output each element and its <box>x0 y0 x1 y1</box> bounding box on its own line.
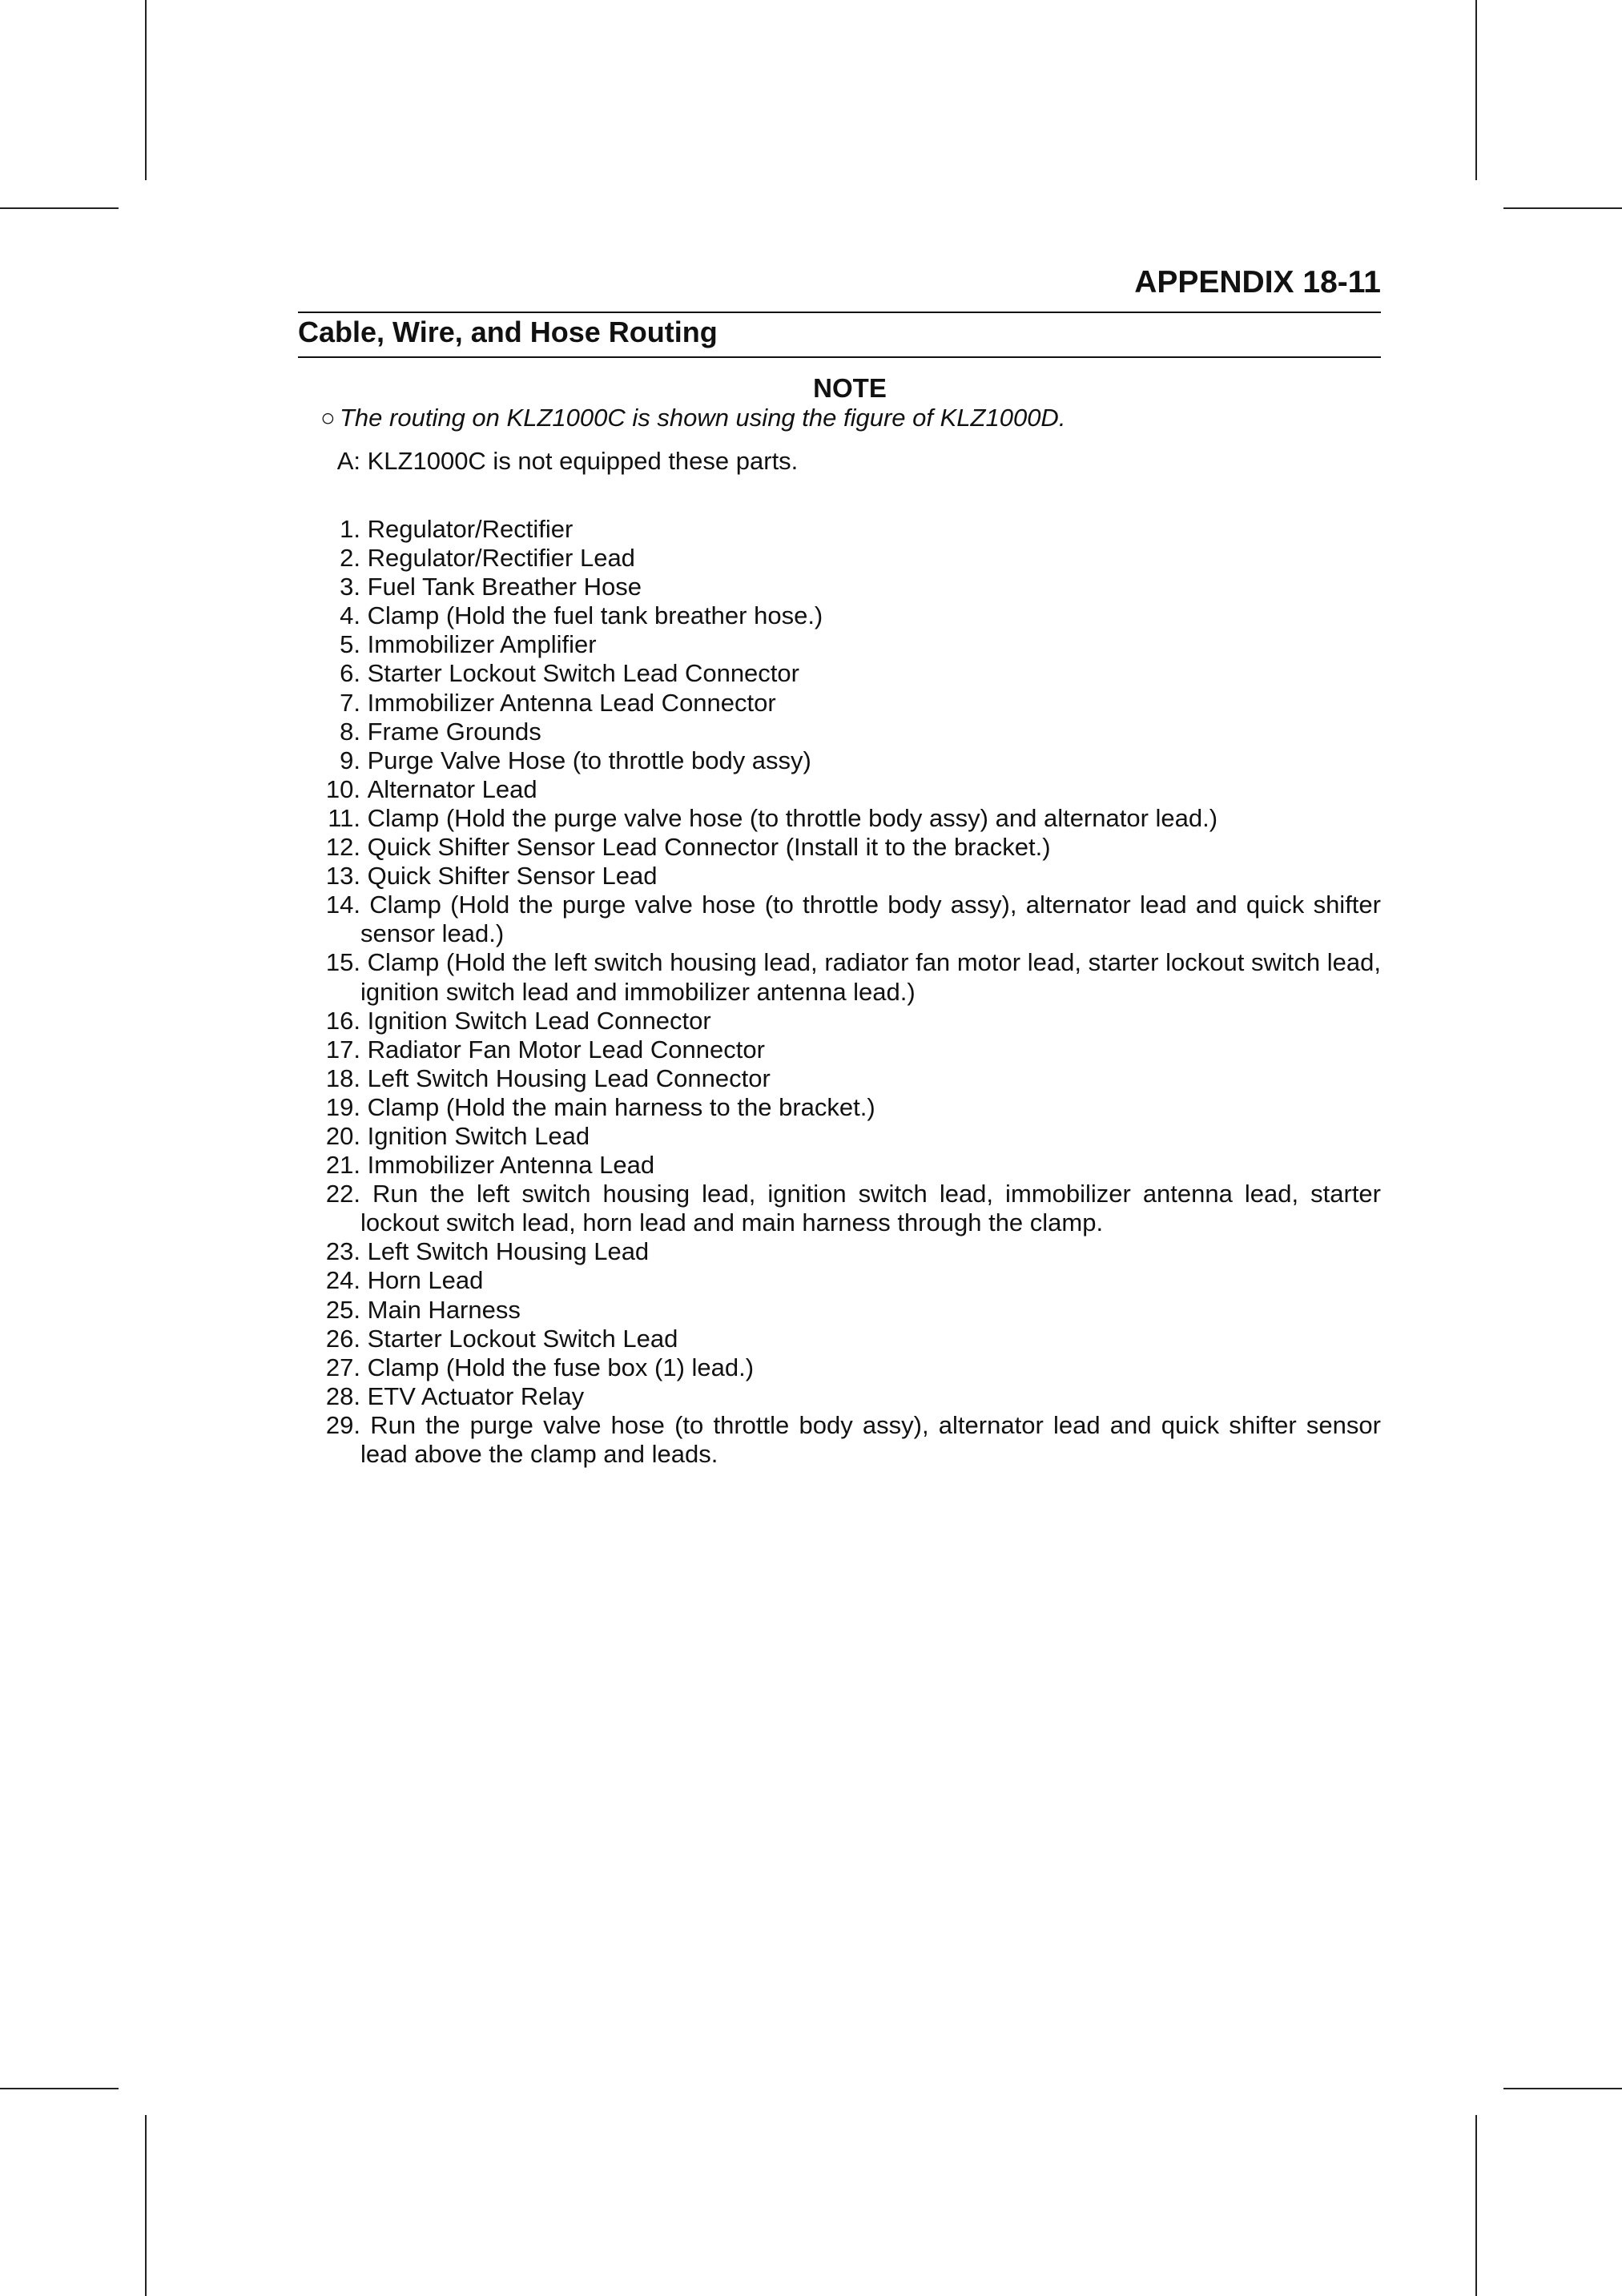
legend-item-number: 21. <box>325 1151 360 1180</box>
legend-item <box>298 1266 1381 1295</box>
legend-item-text: Quick Shifter Sensor Lead <box>360 862 658 891</box>
note-bullet-icon: ○ <box>320 404 336 432</box>
crop-mark-bottom-right-horizontal <box>1503 2088 1622 2089</box>
section-title: Cable, Wire, and Hose Routing <box>298 316 718 348</box>
legend-item-text: Ignition Switch Lead Connector <box>360 1006 711 1035</box>
legend-item-number: 10. <box>325 774 360 803</box>
note-text: The routing on KLZ1000C is shown using the figure of KLZ1000D. <box>340 404 1066 432</box>
legend-item <box>298 573 1381 601</box>
legend-item-number: 23. <box>325 1237 360 1266</box>
legend-item-number: 18. <box>325 1064 360 1092</box>
legend-item <box>298 862 1381 891</box>
legend-item <box>298 1180 1388 1237</box>
legend-item-number: 5. <box>340 630 360 659</box>
legend-item <box>298 1237 1381 1266</box>
legend-item <box>298 1064 1381 1093</box>
legend-item-number: 19. <box>325 1092 360 1121</box>
legend-item-number: 7. <box>340 688 360 717</box>
legend-item-number: 20. <box>325 1121 360 1150</box>
legend-item-text: Ignition Switch Lead <box>360 1121 590 1150</box>
legend-item-number: 27. <box>325 1353 360 1381</box>
legend-item-text: Clamp (Hold the fuse box (1) lead.) <box>360 1353 755 1381</box>
legend-item-number: 28. <box>325 1381 360 1410</box>
legend-item-text: Clamp (Hold the purge valve hose (to throttle body assy) and alternator lead.) <box>360 803 1218 832</box>
legend-item <box>298 544 1381 573</box>
legend-item-number: 9. <box>340 746 360 774</box>
note-heading: NOTE <box>813 373 887 403</box>
legend-item-text: Alternator Lead <box>360 774 537 803</box>
legend-item-number: 3. <box>340 573 360 601</box>
page-number-header: APPENDIX 18-11 <box>1134 265 1381 300</box>
legend-item-text: Clamp (Hold the purge valve hose (to throttle body assy), alternator lead and quick shifter sensor lead.) <box>360 891 1388 948</box>
legend-item <box>298 689 1381 718</box>
legend-item-text: Starter Lockout Switch Lead <box>360 1324 678 1353</box>
legend-item-number: 8. <box>340 717 360 746</box>
legend-item-text: Horn Lead <box>360 1266 484 1295</box>
legend-item-text: Immobilizer Amplifier <box>360 630 597 659</box>
legend-item <box>298 601 1381 630</box>
legend-item-text: Clamp (Hold the main harness to the bracket.) <box>360 1092 875 1121</box>
legend-item-number: 6. <box>340 659 360 688</box>
legend-item-number: 2. <box>340 544 360 573</box>
legend-item <box>298 1122 1381 1151</box>
legend-list <box>298 515 1388 1469</box>
legend-item-text: Clamp (Hold the fuel tank breather hose.) <box>360 601 823 630</box>
crop-mark-top-right-horizontal <box>1503 207 1622 209</box>
legend-item-text: Immobilizer Antenna Lead Connector <box>360 688 776 717</box>
legend-item-text: Regulator/Rectifier Lead <box>360 544 635 573</box>
legend-item-text: Left Switch Housing Lead Connector <box>360 1064 771 1092</box>
legend-item <box>298 1296 1381 1325</box>
legend-item-number: 12. <box>325 833 360 862</box>
legend-item <box>298 746 1381 775</box>
callout-text: KLZ1000C is not equipped these parts. <box>360 447 799 475</box>
legend-item-text: Run the purge valve hose (to throttle body assy), alternator lead and quick shifter sensor lead above the clamp and leads. <box>360 1410 1388 1468</box>
legend-item-text: Radiator Fan Motor Lead Connector <box>360 1035 765 1064</box>
legend-item-text: Purge Valve Hose (to throttle body assy) <box>360 746 811 774</box>
legend-item-number: 17. <box>325 1035 360 1064</box>
legend-item <box>298 718 1381 746</box>
legend-item-text: Run the left switch housing lead, ignition switch lead, immobilizer antenna lead, starter lockout switch lead, horn lead and main harness through the clamp. <box>360 1180 1388 1237</box>
legend-item <box>298 775 1381 804</box>
legend-item-text: Left Switch Housing Lead <box>360 1237 650 1266</box>
legend-item <box>298 804 1381 833</box>
callout-a <box>298 445 798 477</box>
legend-item-number: 4. <box>340 601 360 630</box>
legend-item-number: 13. <box>325 862 360 891</box>
legend-item-text: ETV Actuator Relay <box>360 1381 585 1410</box>
legend-item <box>298 1382 1381 1411</box>
legend-item-number: 25. <box>325 1295 360 1324</box>
legend-item-text: Main Harness <box>360 1295 521 1324</box>
legend-item-number: 1. <box>340 515 360 543</box>
legend-item <box>298 1325 1381 1353</box>
legend-item-number: 24. <box>325 1266 360 1295</box>
legend-item <box>298 1093 1381 1122</box>
header-rule <box>298 312 1381 313</box>
crop-mark-bottom-right-vertical <box>1475 2115 1477 2296</box>
legend-item-text: Fuel Tank Breather Hose <box>360 573 642 601</box>
legend-item <box>298 1151 1381 1180</box>
legend-item <box>298 948 1388 1006</box>
legend-item <box>298 659 1381 688</box>
legend-item <box>298 1353 1381 1382</box>
legend-item <box>298 630 1381 659</box>
legend-item-number: 22. <box>325 1180 360 1208</box>
legend-item-text: Clamp (Hold the left switch housing lead, radiator fan motor lead, starter lockout switch lead, ignition switch lead and immobilizer antenna lead.) <box>360 948 1388 1006</box>
legend-item <box>298 1007 1381 1035</box>
legend-item-number: 29. <box>325 1410 360 1439</box>
legend-item-text: Regulator/Rectifier <box>360 515 574 543</box>
legend-item-number: 14. <box>325 891 360 919</box>
legend-item-text: Frame Grounds <box>360 717 541 746</box>
crop-mark-top-left-horizontal <box>0 207 119 209</box>
crop-mark-bottom-left-horizontal <box>0 2088 119 2089</box>
legend-item <box>298 1035 1381 1064</box>
note-line <box>320 402 1065 434</box>
legend-item-text: Quick Shifter Sensor Lead Connector (Install it to the bracket.) <box>360 833 1051 862</box>
legend-item-text: Immobilizer Antenna Lead <box>360 1151 655 1180</box>
legend-item-text: Starter Lockout Switch Lead Connector <box>360 659 799 688</box>
crop-mark-bottom-left-vertical <box>145 2115 147 2296</box>
legend-item-number: 15. <box>325 948 360 977</box>
section-rule <box>298 356 1381 358</box>
legend-item <box>298 891 1388 948</box>
legend-item-number: 26. <box>325 1324 360 1353</box>
legend-item <box>298 1410 1388 1469</box>
legend-item <box>298 833 1381 862</box>
crop-mark-top-right-vertical <box>1475 0 1477 180</box>
callout-label: A: <box>336 447 360 475</box>
crop-mark-top-left-vertical <box>145 0 147 180</box>
legend-item-number: 16. <box>325 1006 360 1035</box>
legend-item <box>298 515 1381 544</box>
legend-item-number: 11. <box>328 803 360 832</box>
